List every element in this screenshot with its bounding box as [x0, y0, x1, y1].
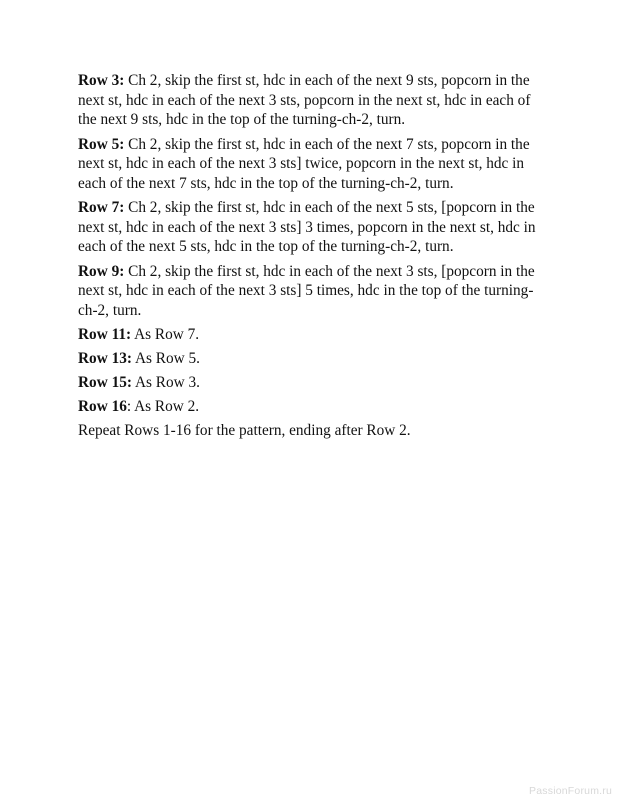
site-watermark: PassionForum.ru	[529, 785, 612, 797]
row-label: Row 16	[78, 398, 127, 415]
row-label: Row 3:	[78, 72, 125, 89]
row-text: As Row 7.	[131, 326, 200, 343]
row-label: Row 15:	[78, 374, 132, 391]
row-11-instruction	[78, 325, 540, 345]
row-9-instruction	[78, 262, 540, 321]
row-text: As Row 3.	[131, 374, 200, 391]
row-text: : As Row 2.	[126, 398, 200, 415]
row-label: Row 11:	[78, 326, 132, 343]
repeat-instruction: Repeat Rows 1-16 for the pattern, ending after Row 2.	[78, 422, 411, 439]
row-text: As Row 5.	[131, 350, 200, 367]
row-3-instruction	[78, 71, 540, 130]
row-label: Row 5:	[78, 135, 125, 153]
pattern-instructions	[78, 71, 540, 446]
row-text: Ch 2, skip the first st, hdc in each of the next 3 sts, [popcorn in the next st, hdc in each of the next 3 sts] 5 times, hdc in the top of the turning-ch-2, turn.	[78, 262, 535, 319]
row-13-instruction	[78, 349, 540, 369]
row-label: Row 13:	[78, 350, 132, 367]
row-15-instruction	[78, 373, 540, 393]
row-label: Row 7:	[78, 199, 125, 216]
row-label: Row 9:	[78, 262, 125, 280]
row-text: Ch 2, skip the first st, hdc in each of the next 5 sts, [popcorn in the next st, hdc in each of the next 3 sts] 3 times, popcorn in the next st, hdc in each of the next 5 sts, hdc in the top of the turning-ch-2, turn.	[78, 199, 536, 255]
row-text: Ch 2, skip the first st, hdc in each of the next 9 sts, popcorn in the next st, hdc in each of the next 3 sts, popcorn in the next st, hdc in each of the next 9 sts, hdc in the top of the turning-ch-2, turn.	[78, 72, 531, 128]
row-7-instruction	[78, 198, 540, 257]
row-5-instruction	[78, 135, 540, 194]
row-text: Ch 2, skip the first st, hdc in each of the next 7 sts, popcorn in the next st, hdc in each of the next 3 sts] twice, popcorn in the next st, hdc in each of the next 7 sts, hdc in the top of the turning-ch-2, turn.	[78, 135, 530, 192]
row-16-instruction	[78, 397, 540, 417]
